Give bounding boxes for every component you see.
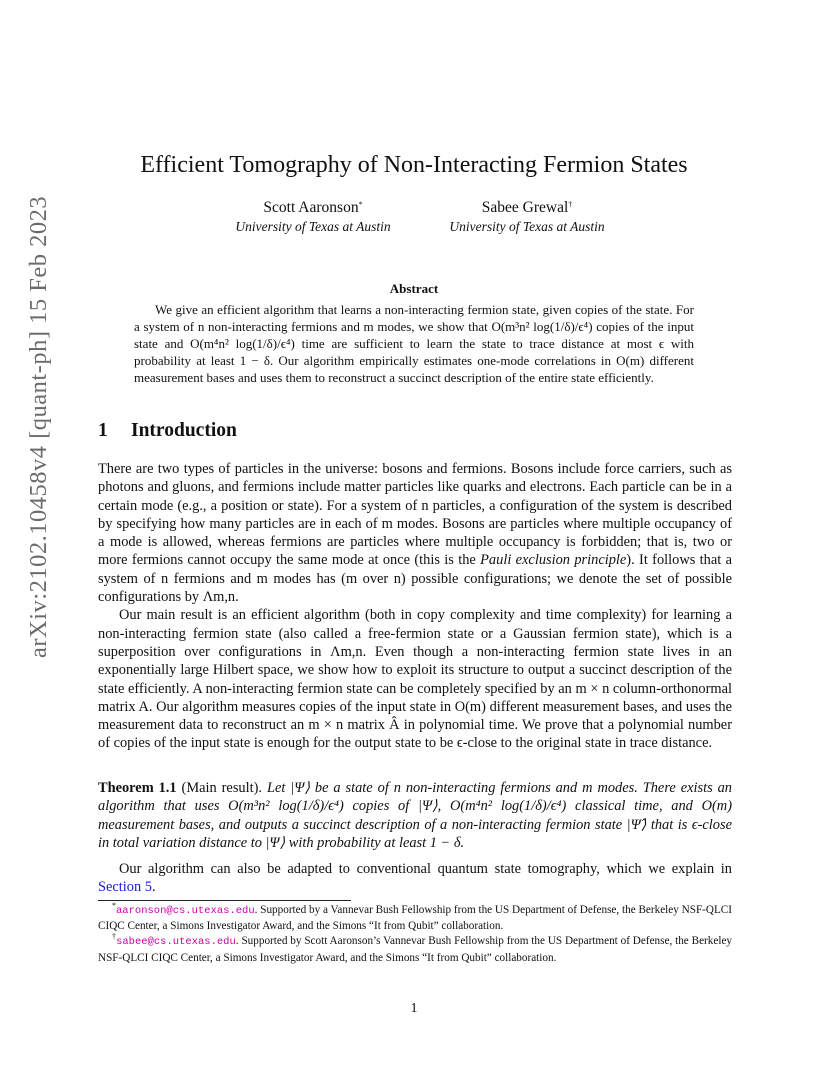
author-2-name-line: [432, 198, 622, 218]
abstract-heading: Abstract: [389, 281, 439, 296]
footnote-2: [98, 934, 732, 965]
footnote-1: [98, 903, 732, 934]
section-5-link[interactable]: Section 5: [98, 879, 152, 896]
footnote-1-email[interactable]: aaronson@cs.utexas.edu: [116, 905, 255, 917]
abstract-body: [134, 301, 694, 386]
paragraph-3-block: [98, 860, 732, 897]
author-2-name: Sabee Grewal: [481, 199, 569, 216]
author-2: [432, 198, 622, 236]
footnote-2-email[interactable]: sabee@cs.utexas.edu: [116, 936, 236, 949]
footnotes: [98, 903, 732, 966]
author-1-name-line: [218, 198, 408, 218]
paragraph-3-end: .: [151, 879, 156, 896]
author-1-mark: *: [358, 200, 363, 209]
paragraph-1-part-1: There are two types of particles in the universe: bosons and fermions. Bosons include force carriers, such as photons and gluons, and fermions include matter particles like quarks and electrons. Each particle can be in a certain mode (e.g., a position or state). For a system of n particles, a configuration of the system is described by specifying how many particles are in each of m modes. Bosons are particles where multiple occupancy of a mode is allowed, whereas fermions are particles where multiple occupancy is forbidden; that is, two or more fermions cannot occupy the same mode at once (this is the: [98, 461, 732, 569]
footnote-2-mark: †: [112, 932, 117, 942]
theorem-label: Theorem 1.1: [98, 780, 177, 796]
paragraph-3-text: Our algorithm can also be adapted to conventional quantum state tomography, which we explain in: [119, 861, 732, 877]
theorem: [98, 779, 732, 852]
author-1-name: Scott Aaronson: [263, 199, 359, 216]
section-number: 1: [98, 420, 108, 441]
author-1: [218, 198, 408, 236]
paragraph-1: [98, 460, 732, 606]
footnote-1-mark: *: [112, 901, 116, 910]
author-2-affiliation: University of Texas at Austin: [449, 219, 605, 234]
paper-title: Efficient Tomography of Non-Interacting Fermion States: [140, 152, 688, 178]
author-2-mark: †: [568, 200, 573, 209]
paragraph-3: [98, 860, 732, 897]
intro-body: [98, 460, 732, 753]
pauli-principle: Pauli exclusion principle: [480, 552, 627, 569]
theorem-text: Let |Ψ⟩ be a state of n non-interacting fermions and m modes. There exists an algorithm that uses O(m³n² log(1/δ)/ϵ⁴) copies of |Ψ⟩, O(m⁴n² log(1/δ)/ϵ⁴) classical time, and O(m) measurement bases, and outputs a succinct description of a non-interacting fermion state |Ψ̂⟩ that is ϵ-close in total variation distance to |Ψ⟩ with probability at least 1 − δ.: [98, 780, 732, 851]
paragraph-2: Our main result is an efficient algorithm (both in copy complexity and time complexity) for learning a non-interacting fermion state (also called a free-fermion state or a Gaussian fermion state), which is a superposition over configurations in Λm,n. Even though a non-interacting fermion state lives in an exponentially large Hilbert space, we show how to exploit its structure to output a succinct description of the state efficiently. A non-interacting fermion state can be completely specified by an m × n column-orthonormal matrix A. Our algorithm measures copies of the input state in O(m) different measurement bases, and uses the measurement data to reconstruct an m × n matrix Â in polynomial time. We prove that a polynomial number of copies of the input state is enough for the output state to be ϵ-close to the original state in trace distance.: [98, 607, 732, 752]
author-1-affiliation: University of Texas at Austin: [235, 219, 391, 234]
abstract-text: We give an efficient algorithm that learns a non-interacting fermion state, given copies of the state. For a system of n non-interacting fermions and m modes, we show that O(m³n² log(1/δ)/ϵ⁴) copies of the input state and O(m⁴n² log(1/δ)/ϵ⁴) time are sufficient to learn the state to trace distance at most ϵ with probability at least 1 − δ. Our algorithm empirically estimates one-mode correlations in O(m) different measurement bases and uses them to reconstruct a succinct description of the entire state efficiently.: [134, 302, 694, 385]
arxiv-stamp: arXiv:2102.10458v4 [quant-ph] 15 Feb 2023: [25, 195, 52, 658]
paragraph-1-part-2: ). It follows that a system of n fermions and m modes has (m over n) possible configurations; we denote the set of possible configurations by Λm,n.: [98, 552, 732, 606]
footnote-2-text: . Supported by Scott Aaronson’s Vannevar Bush Fellowship from the US Department of Defense, the Berkeley NSF-QLCI CIQC Center, a Simons Investigator Award, and the Simons “It from Qubit” collaboration.: [98, 935, 733, 964]
footnote-1-text: . Supported by a Vannevar Bush Fellowship from the US Department of Defense, the Berkeley NSF-QLCI CIQC Center, a Simons Investigator Award, and the Simons “It from Qubit” collaboration.: [98, 904, 732, 933]
section-title: Introduction: [131, 420, 237, 441]
page-number: 1: [410, 1001, 418, 1016]
footnote-rule: [98, 900, 351, 901]
section-heading: [98, 420, 237, 442]
theorem-block: [98, 779, 732, 852]
theorem-note: (Main result).: [181, 780, 263, 796]
